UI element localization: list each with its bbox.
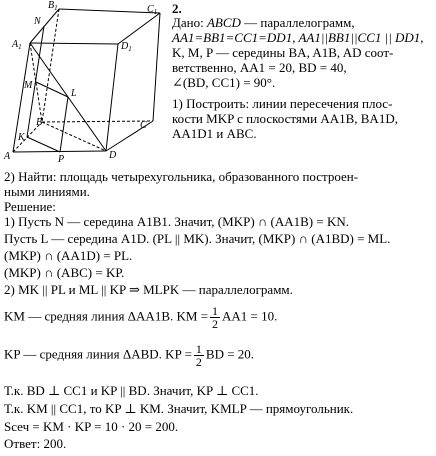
- line-kp: [27, 137, 60, 152]
- label-n: N: [34, 16, 41, 27]
- label-b: B: [36, 117, 43, 128]
- label-l: L: [71, 88, 77, 99]
- label-d: D: [109, 150, 117, 161]
- solution-step-3: (MKP) ∩ (AA1D) = PL.: [4, 248, 133, 263]
- given-line-2: AA1=BB1=CC1=DD1, AA1||BB1||CC1 || DD1,: [172, 30, 424, 45]
- label-a: A: [4, 151, 11, 162]
- label-c: C: [140, 120, 147, 131]
- given-line-1: Дано: ABCD — параллелограмм,: [172, 15, 355, 30]
- solution-step-2: Пусть L — середина A1D. (PL || MK). Значит, (MKP) ∩ (A1BD) = ML.: [4, 231, 391, 246]
- prism-figure: [0, 0, 170, 175]
- label-m: M: [24, 80, 33, 91]
- label-k: K: [18, 132, 25, 143]
- solution-step-4: (MKP) ∩ (ABC) = KP.: [4, 265, 125, 280]
- solution-heading: Решение:: [4, 199, 56, 214]
- edge-d1c1: [118, 13, 160, 44]
- solution-step-6: KM — средняя линия ΔAA1B. KM = $\frac{1}{2}$ AA1 = 10.: [4, 304, 278, 331]
- edge-b1c1: [59, 9, 160, 13]
- solution-step-10: Sсеч = KM · KP = 10 · 20 = 200.: [4, 419, 179, 434]
- edge-bc: [42, 121, 153, 122]
- edge-cc1: [153, 13, 160, 121]
- task1-line-3: AA1D1 и ABC.: [172, 126, 257, 141]
- problem-number: 2.: [172, 1, 182, 16]
- task2-line-2: ными линиями.: [4, 184, 90, 199]
- edge-dd1: [106, 44, 118, 151]
- solution-step-7: KP — средняя линия ΔABD. KP = $\frac{1}{2}$ BD = 20.: [4, 342, 255, 369]
- given-line-5: ∠(BD, CC1) = 90°.: [172, 75, 276, 90]
- task1-line-2: кости MKP с плоскостями AA1B, BA1D,: [172, 111, 398, 126]
- label-b1: $B_1$: [48, 0, 58, 12]
- answer: Ответ: 200.: [4, 436, 67, 451]
- solution-step-9: Т.к. KM || CC1, то KP ⊥ KM. Значит, KMLP — прямоугольник.: [4, 401, 354, 416]
- solution-step-5: 2) MK || PL и ML || KP ⇒ MLPK — параллелограмм.: [4, 282, 293, 297]
- given-line-4: ветственно, AA1 = 20, BD = 40,: [172, 60, 347, 75]
- label-c1: $C_1$: [147, 4, 158, 16]
- task2-line-1: 2) Найти: площадь четырехугольника, образованного построен-: [4, 169, 359, 184]
- label-d1: $D_1$: [121, 41, 132, 53]
- line-lp: [60, 97, 68, 152]
- solution-step-8: Т.к. BD ⊥ CC1 и KP || BD. Значит, KP ⊥ CC1.: [4, 383, 259, 398]
- solution-step-1: 1) Пусть N — середина A1B1. Значит, (MKP) ∩ (AA1B) = KN.: [4, 214, 349, 229]
- task1-line-1: 1) Построить: линии пересечения плос-: [172, 96, 393, 111]
- given-line-3: K, M, P — середины BA, A1B, AD соот-: [172, 45, 394, 60]
- label-a1: $A_1$: [12, 39, 22, 51]
- edge-a1d1: [30, 43, 118, 44]
- label-p: P: [58, 154, 65, 165]
